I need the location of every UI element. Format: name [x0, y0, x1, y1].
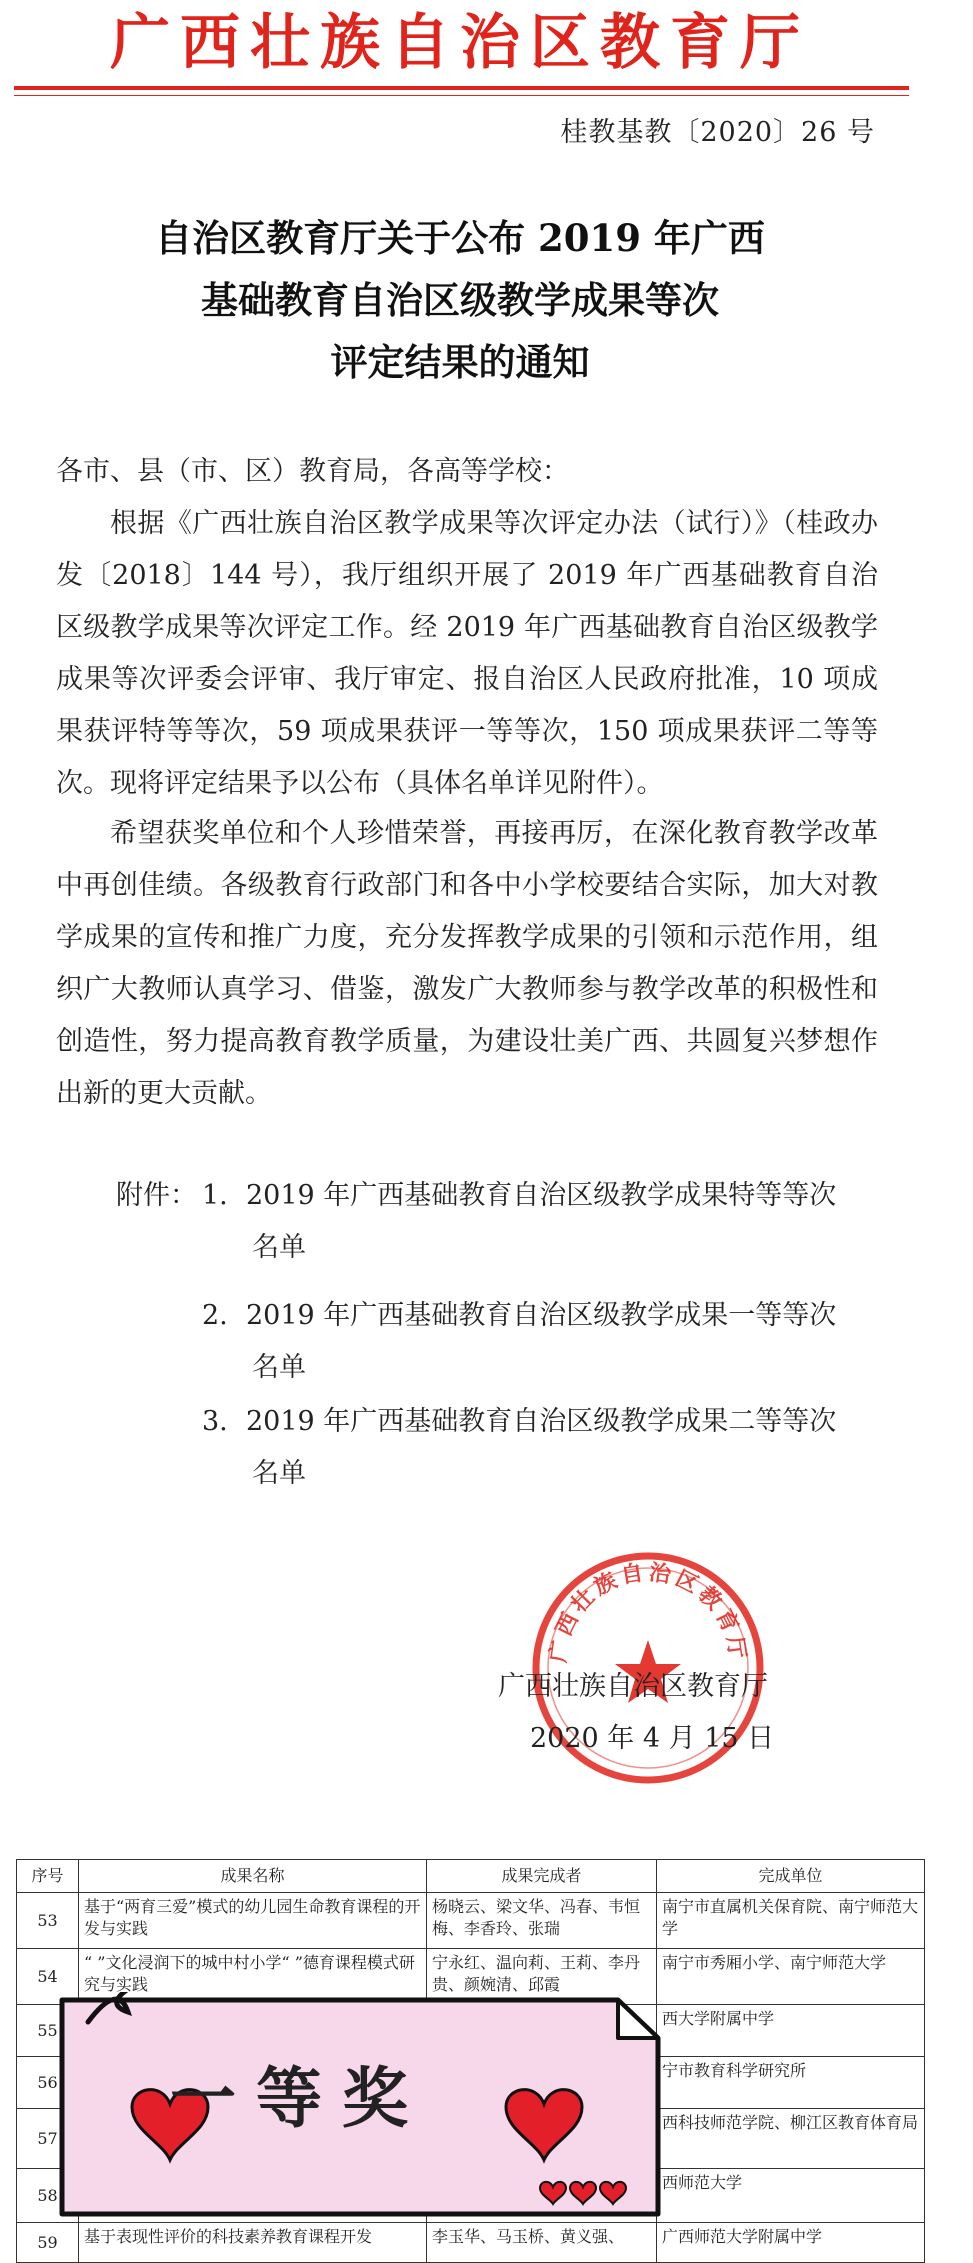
unit: 西师范大学: [657, 2169, 925, 2223]
unit: 西大学附属中学: [657, 2005, 925, 2057]
paragraph-1: 根据《广西壮族自治区教学成果等次评定办法（试行）》（桂政办发〔2018〕144 号），我厅组织开展了 2019 年广西基础教育自治区级教学成果等次评定工作。经 2019 年广西基础教育自治区级教学成果等次评委会评审、我厅审定、报自治区人民政府批准，10 项成果获评特等等次，59 项成果获评一等等次，150 项成果获评二等等次。现将评定结果予以公布（具体名单详见附件）。: [56, 508, 878, 799]
title-line-1: 自治区教育厅关于公布 2019 年广西: [155, 216, 765, 260]
attachment-3-title-cont: 名单: [252, 1458, 306, 1489]
attachment-2-title: 2019 年广西基础教育自治区级教学成果一等等次: [246, 1300, 837, 1331]
row-number: 54: [17, 1949, 79, 2005]
salutation: 各市、县（市、区）教育局，各高等学校：: [56, 456, 569, 487]
header-rule: [14, 86, 909, 90]
small-hearts-icon: [540, 2182, 626, 2204]
document-number: 桂教基教〔2020〕26 号: [560, 117, 875, 148]
unit: 南宁市直属机关保育院、南宁师范大学: [657, 1893, 925, 1949]
title-line-3: 评定结果的通知: [330, 340, 590, 384]
row-number: 56: [17, 2057, 79, 2109]
achievement-name: “ ”文化浸润下的城中村小学“ ”德育课程模式研究与实践: [79, 1949, 427, 2005]
row-number: 55: [17, 2005, 79, 2057]
attachment-2-num: 2.: [202, 1300, 228, 1331]
signature-date: 2020 年 4 月 15 日: [530, 1723, 775, 1754]
attachment-1-num: 1.: [202, 1180, 228, 1211]
header-rule-thin: [14, 95, 909, 96]
unit: 西科技师范学院、柳江区教育体育局: [657, 2109, 925, 2169]
table-header: 成果完成者: [427, 1860, 657, 1893]
table-row: [17, 2223, 925, 2263]
table-header: 成果名称: [79, 1860, 427, 1893]
row-number: 53: [17, 1893, 79, 1949]
svg-text:广西壮族自治区教育厅: 广西壮族自治区教育厅: [546, 1560, 750, 1665]
signature-org: 广西壮族自治区教育厅: [498, 1671, 768, 1702]
row-number: 57: [17, 2109, 79, 2169]
table-header-row: [17, 1860, 925, 1893]
table-header: 序号: [17, 1860, 79, 1893]
authors: 李玉华、马玉桥、黄义强、: [427, 2223, 657, 2263]
unit: 广西师范大学附属中学: [657, 2223, 925, 2263]
attachment-2-title-cont: 名单: [252, 1352, 306, 1383]
unit: 南宁市秀厢小学、南宁师范大学: [657, 1949, 925, 2005]
achievement-name: 基于表现性评价的科技素养教育课程开发: [79, 2223, 427, 2263]
title-line-2: 基础教育自治区级教学成果等次: [201, 278, 719, 322]
attachment-3-num: 3.: [202, 1406, 228, 1437]
paragraph-2: 希望获奖单位和个人珍惜荣誉，再接再厉，在深化教育教学改革中再创佳绩。各级教育行政部门和各中小学校要结合实际，加大对教学成果的宣传和推广力度，充分发挥教学成果的引领和示范作用，组织广大教师认真学习、借鉴，激发广大教师参与教学改革的积极性和创造性，努力提高教育教学质量，为建设壮美广西、共圆复兴梦想作出新的更大贡献。: [56, 818, 878, 1109]
unit: 宁市教育科学研究所: [657, 2057, 925, 2109]
authors: 宁永红、温向莉、王莉、李丹贵、颜婉清、邱霞: [427, 1949, 657, 2005]
table-row: [17, 1893, 925, 1949]
attachment-1-title: 2019 年广西基础教育自治区级教学成果特等等次: [246, 1180, 837, 1211]
attachment-label: 附件：: [116, 1180, 197, 1211]
attachment-3-title: 2019 年广西基础教育自治区级教学成果二等等次: [246, 1406, 837, 1437]
header-title: 广西壮族自治区教育厅: [110, 8, 810, 78]
table-header: 完成单位: [657, 1860, 925, 1893]
attachment-1-title-cont: 名单: [252, 1232, 306, 1263]
row-number: 59: [17, 2223, 79, 2263]
authors: 杨晓云、梁文华、冯春、韦恒梅、李香玲、张瑞: [427, 1893, 657, 1949]
row-number: 58: [17, 2169, 79, 2223]
sticker-text: 一等奖: [170, 2060, 428, 2137]
achievement-name: 基于“两育三爱”模式的幼儿园生命教育课程的开发与实践: [79, 1893, 427, 1949]
